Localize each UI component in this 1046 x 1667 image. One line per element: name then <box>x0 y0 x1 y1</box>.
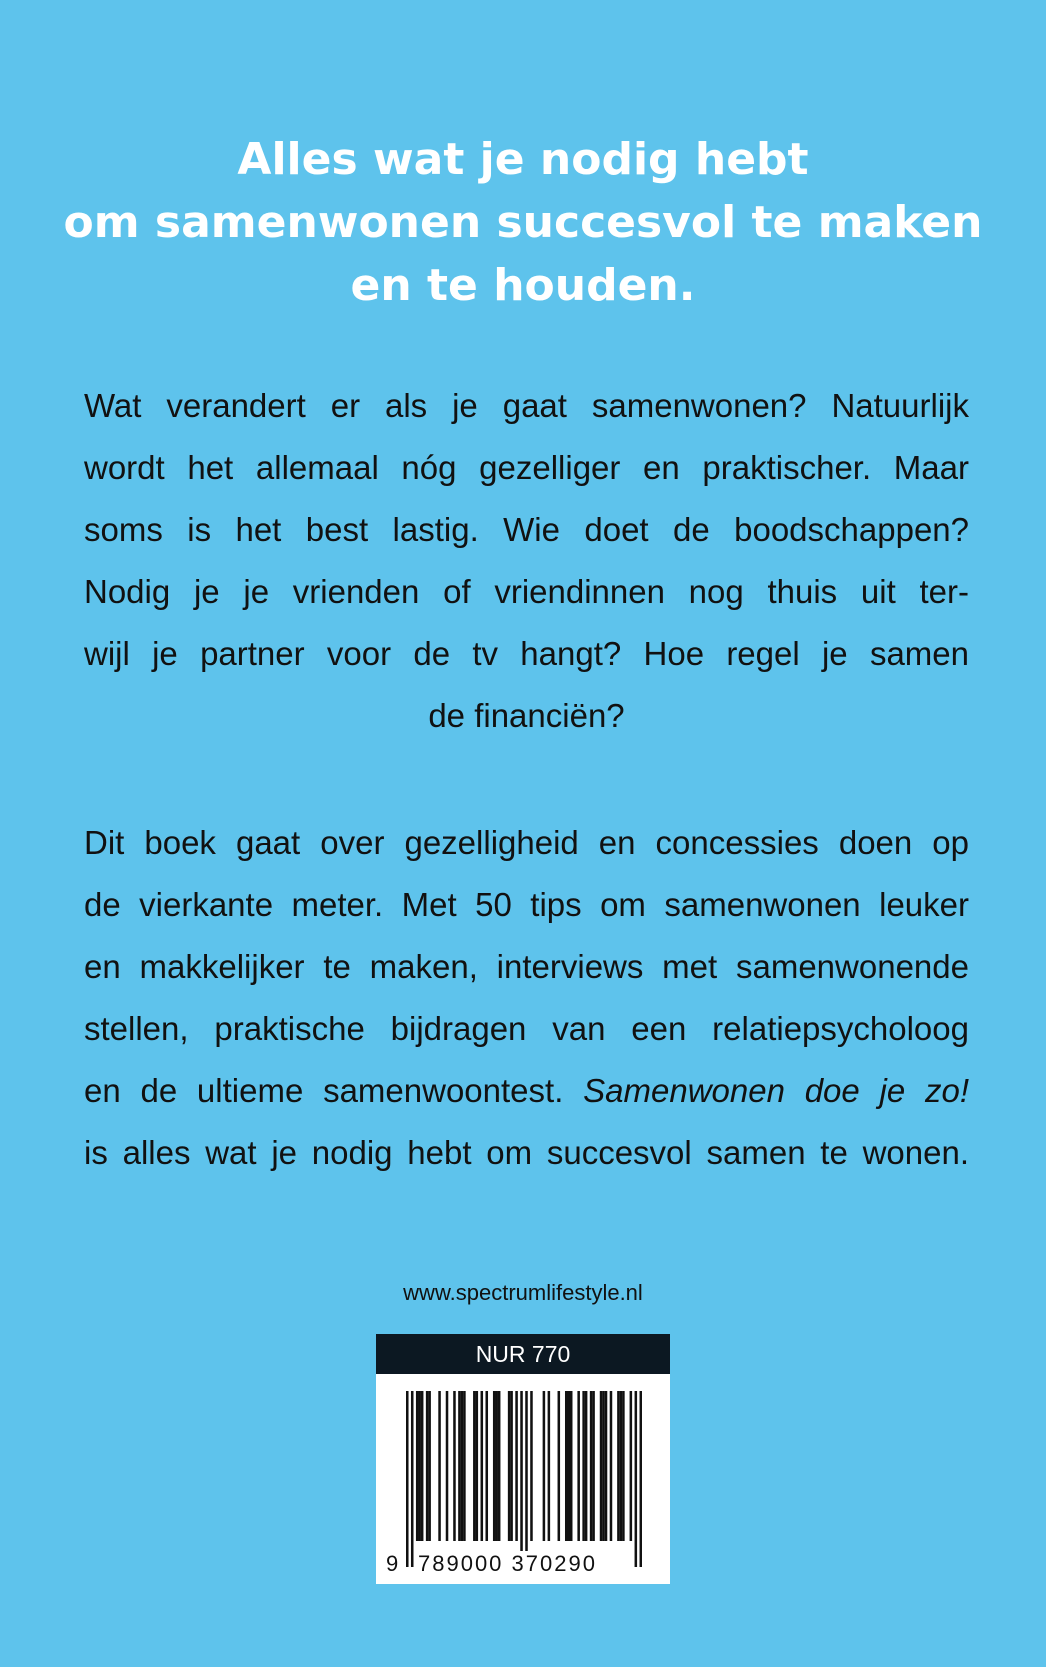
blurb-line: Wat verandert er als je gaat samenwonen? Natuurlijk <box>84 387 969 424</box>
barcode-bar <box>565 1391 568 1541</box>
isbn-first-digit: 9 <box>386 1551 399 1576</box>
barcode-bar <box>520 1391 523 1567</box>
barcode-box <box>376 1334 670 1584</box>
barcode-bar <box>605 1391 608 1541</box>
barcode-bar <box>525 1391 528 1567</box>
barcode-bar <box>411 1391 414 1567</box>
barcode-bar <box>530 1391 533 1541</box>
barcode-bar <box>406 1391 409 1567</box>
barcode-bar <box>635 1391 638 1567</box>
nur-code: NUR 770 <box>376 1334 670 1374</box>
barcode-bar <box>558 1391 561 1541</box>
barcode-bar <box>463 1391 466 1541</box>
barcode-bar <box>630 1391 633 1541</box>
barcode-bar <box>493 1391 496 1541</box>
barcode-bar <box>602 1391 605 1541</box>
barcode-bar <box>418 1391 421 1541</box>
blurb-line-with-title <box>84 1060 969 1122</box>
blurb-line: en makkelijker te maken, interviews met samenwonende <box>84 948 969 985</box>
barcode-bar <box>570 1391 573 1541</box>
blurb-line: Nodig je je vrienden of vriendinnen nog thuis uit ter- <box>84 573 969 610</box>
tagline-line-1: Alles wat je nodig hebt <box>237 134 809 185</box>
barcode-bar <box>473 1391 476 1541</box>
barcode-bar <box>461 1391 464 1541</box>
barcode-bar <box>498 1391 501 1541</box>
barcode-bar <box>458 1391 461 1541</box>
blurb-line: wordt het allemaal nóg gezelliger en praktischer. Maar <box>84 449 969 486</box>
barcode-bar <box>481 1391 484 1541</box>
barcode-bar <box>446 1391 449 1541</box>
barcode-bar <box>428 1391 431 1541</box>
blurb-line: de financiën? <box>428 697 625 734</box>
book-title-italic: Samenwonen doe je zo! <box>583 1072 969 1109</box>
barcode-bar <box>590 1391 593 1541</box>
barcode-bar <box>510 1391 513 1541</box>
barcode-bar <box>421 1391 424 1541</box>
barcode-bar <box>610 1391 613 1541</box>
barcode-bar <box>582 1391 585 1541</box>
barcode-bar <box>567 1391 570 1541</box>
barcode-bar <box>622 1391 625 1541</box>
blurb-line: de vierkante meter. Met 50 tips om samenwonen leuker <box>84 886 969 923</box>
barcode-bar <box>485 1391 488 1541</box>
barcode-bar <box>585 1391 588 1541</box>
barcode-bar <box>416 1391 419 1541</box>
blurb-line: soms is het best lastig. Wie doet de boodschappen? <box>84 511 969 548</box>
barcode <box>406 1391 642 1567</box>
barcode-bar <box>438 1391 441 1541</box>
tagline-line-3: en te houden. <box>350 260 696 311</box>
tagline-line-2: om samenwonen succesvol te maken <box>63 197 983 248</box>
blurb-text: en de ultieme samenwoontest. <box>84 1072 584 1109</box>
barcode-bar <box>620 1391 623 1541</box>
barcode-bar <box>508 1391 511 1541</box>
blurb-line: stellen, praktische bijdragen van een relatiepsycholoog <box>84 1010 969 1047</box>
barcode-bar <box>577 1391 580 1541</box>
barcode-bar <box>640 1391 642 1567</box>
barcode-bar <box>495 1391 498 1541</box>
blurb-line: is alles wat je nodig hebt om succesvol samen te wonen. <box>84 1134 969 1171</box>
blurb-paragraph-1 <box>84 375 969 747</box>
blurb-line: Dit boek gaat over gezelligheid en concessies doen op <box>84 824 969 861</box>
barcode-bar <box>543 1391 546 1541</box>
barcode-bar <box>476 1391 479 1541</box>
barcode-bar <box>592 1391 595 1541</box>
isbn-remaining-digits: 789000 370290 <box>418 1551 597 1576</box>
barcode-bar <box>426 1391 429 1541</box>
blurb-paragraph-2 <box>84 812 969 1184</box>
barcode-bar <box>600 1391 603 1541</box>
barcode-bar <box>548 1391 551 1541</box>
blurb-line: wijl je partner voor de tv hangt? Hoe regel je samen <box>84 635 969 672</box>
tagline <box>0 128 1046 317</box>
barcode-bar <box>453 1391 456 1541</box>
barcode-bar <box>515 1391 518 1541</box>
publisher-url: www.spectrumlifestyle.nl <box>403 1280 643 1305</box>
isbn-digits <box>386 1551 662 1581</box>
barcode-bar <box>617 1391 620 1541</box>
